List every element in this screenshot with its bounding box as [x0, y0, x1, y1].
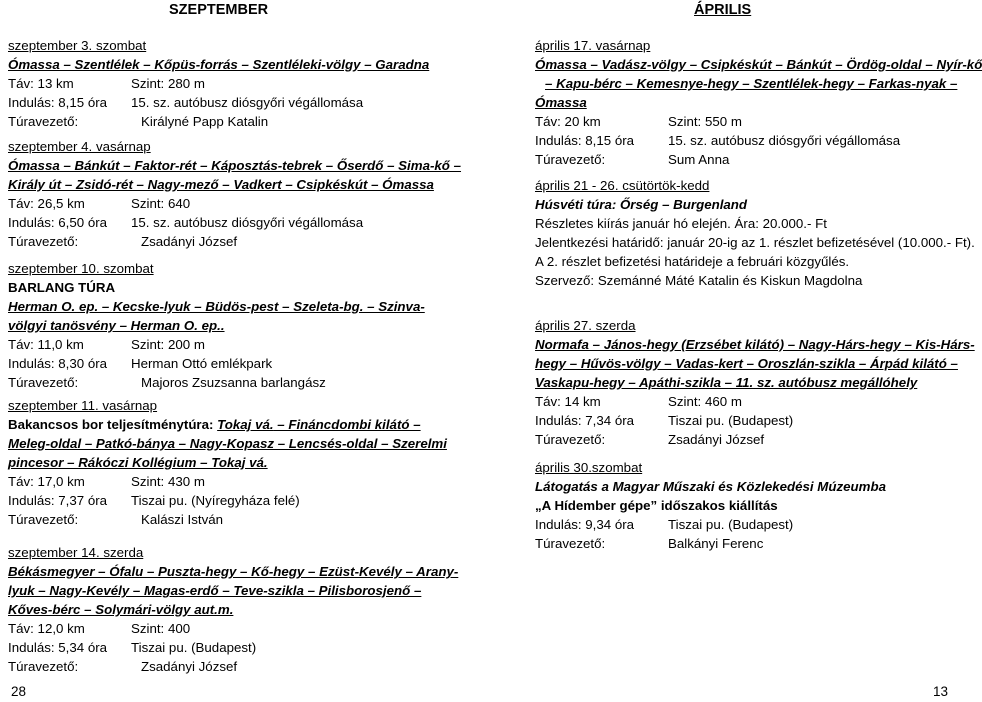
meeting-point: 15. sz. autóbusz diósgyőri végállomása — [131, 95, 364, 110]
event-date: szeptember 4. vasárnap — [8, 139, 151, 154]
elevation: Szint: 550 m — [668, 114, 742, 129]
elevation: Szint: 400 — [131, 621, 191, 636]
event-heading: Húsvéti túra: Őrség – Burgenland — [535, 197, 748, 212]
departure-time: Indulás: 8,15 óra — [535, 133, 635, 148]
departure-row — [8, 93, 423, 112]
distance: Táv: 14 km — [535, 394, 601, 409]
event-date: szeptember 10. szombat — [8, 261, 154, 276]
event-heading: Látogatás a Magyar Műszaki és Közlekedési Múzeumba — [535, 479, 887, 494]
event-heading: BARLANG TÚRA — [8, 280, 116, 295]
event-detail: A 2. részlet befizetési határideje a februári közgyűlés. — [535, 254, 850, 269]
distance-row — [8, 472, 423, 491]
meeting-point: Tiszai pu. (Budapest) — [131, 640, 257, 655]
guide-label: Túravezető: — [8, 114, 79, 129]
event-detail: Részletes kiírás január hó elején. Ára: 20.000.- Ft — [535, 216, 827, 231]
event-route-line: hegy – Hűvös-völgy – Vadas-kert – Oroszlán-szikla – Árpád kilátó – — [535, 356, 958, 371]
distance: Táv: 17,0 km — [8, 474, 85, 489]
distance: Táv: 26,5 km — [8, 196, 85, 211]
event-apr-27 — [535, 316, 975, 449]
page-title-right: ÁPRILIS — [694, 2, 752, 18]
event-route-line: Király út – Zsidó-rét – Nagy-mező – Vadkert – Csipkéskút – Ómassa — [8, 177, 434, 192]
event-route-line: – Fináncdombi kilátó – — [273, 417, 421, 432]
guide-row — [8, 510, 423, 529]
left-page — [0, 0, 470, 702]
event-route-line: lyuk – Nagy-Kevély – Magas-erdő – Teve-szikla – Pilisborosjenő – — [8, 583, 422, 598]
departure-row — [535, 411, 933, 430]
guide-name: Balkányi Ferenc — [668, 536, 764, 551]
event-apr-30 — [535, 458, 933, 553]
meeting-point: 15. sz. autóbusz diósgyőri végállomása — [131, 215, 364, 230]
distance-row — [8, 194, 423, 213]
event-date: szeptember 14. szerda — [8, 545, 144, 560]
meeting-point: Herman Ottó emlékpark — [131, 356, 273, 371]
distance: Táv: 20 km — [535, 114, 601, 129]
departure-time: Indulás: 8,15 óra — [8, 95, 108, 110]
distance-row — [535, 392, 933, 411]
event-apr-21 — [535, 176, 975, 290]
right-page — [480, 0, 982, 702]
event-apr-17 — [535, 36, 982, 169]
departure-row — [535, 131, 933, 150]
elevation: Szint: 430 m — [131, 474, 205, 489]
distance: Táv: 12,0 km — [8, 621, 85, 636]
elevation: Szint: 280 m — [131, 76, 205, 91]
meeting-point: 15. sz. autóbusz diósgyőri végállomása — [668, 133, 901, 148]
guide-label: Túravezető: — [535, 152, 606, 167]
event-subheading: „A Hídember gépe” időszakos kiállítás — [535, 498, 778, 513]
guide-row — [535, 150, 933, 169]
departure-time: Indulás: 6,50 óra — [8, 215, 108, 230]
event-route: Ómassa – Szentlélek – Kőpüs-forrás – Szentléleki-völgy – Garadna — [8, 57, 430, 72]
event-route-line: Kőves-bérc – Solymári-völgy aut.m. — [8, 602, 234, 617]
event-heading-row — [8, 415, 423, 434]
guide-name: Majoros Zsuzsanna barlangász — [141, 375, 326, 390]
event-route-start: Tokaj vá. — [217, 417, 274, 432]
page-title-left: SZEPTEMBER — [169, 2, 269, 18]
departure-row — [8, 638, 423, 657]
distance-row — [8, 335, 423, 354]
distance: Táv: 11,0 km — [8, 337, 84, 352]
event-sep-4 — [8, 137, 462, 251]
distance-row — [8, 619, 423, 638]
departure-row — [8, 213, 423, 232]
guide-label: Túravezető: — [8, 512, 79, 527]
event-organizer: Szervező: Szemánné Máté Katalin és Kiskun Magdolna — [535, 273, 863, 288]
guide-row — [8, 112, 423, 131]
departure-time: Indulás: 5,34 óra — [8, 640, 108, 655]
guide-name: Zsadányi József — [141, 659, 238, 674]
guide-row — [8, 373, 423, 392]
meeting-point: Tiszai pu. (Budapest) — [668, 413, 794, 428]
event-date: április 21 - 26. csütörtök-kedd — [535, 178, 710, 193]
elevation: Szint: 460 m — [668, 394, 742, 409]
departure-row — [8, 354, 423, 373]
guide-row — [8, 657, 423, 676]
event-route-line: pincesor – Rákóczi Kollégium – Tokaj vá. — [8, 455, 268, 470]
guide-name: Zsadányi József — [668, 432, 765, 447]
event-route-line: Ómassa — [535, 95, 587, 110]
event-route-line: Ómassa – Bánkút – Faktor-rét – Káposztás-tebrek – Őserdő – Sima-kő – — [8, 158, 462, 173]
guide-row — [8, 232, 423, 251]
meeting-point: Tiszai pu. (Budapest) — [668, 517, 794, 532]
departure-row — [8, 491, 423, 510]
elevation: Szint: 200 m — [131, 337, 205, 352]
guide-row — [535, 534, 933, 553]
distance-row — [535, 112, 933, 131]
event-route-line: Vaskapu-hegy – Apáthi-szikla – 11. sz. autóbusz megállóhely — [535, 375, 918, 390]
event-route-line: Békásmegyer – Ófalu – Puszta-hegy – Kő-hegy – Ezüst-Kevély – Arany- — [8, 564, 459, 579]
event-sep-3 — [8, 36, 430, 131]
event-date: szeptember 11. vasárnap — [8, 398, 158, 413]
guide-row — [535, 430, 933, 449]
distance-row — [8, 74, 423, 93]
event-date: április 30.szombat — [535, 460, 643, 475]
event-sep-10 — [8, 259, 423, 392]
guide-name: Zsadányi József — [141, 234, 238, 249]
event-date: április 17. vasárnap — [535, 38, 651, 53]
distance: Táv: 13 km — [8, 76, 74, 91]
guide-name: Királyné Papp Katalin — [141, 114, 269, 129]
departure-time: Indulás: 7,34 óra — [535, 413, 635, 428]
meeting-point: Tiszai pu. (Nyíregyháza felé) — [131, 493, 300, 508]
departure-row — [535, 515, 933, 534]
event-date: szeptember 3. szombat — [8, 38, 147, 53]
guide-label: Túravezető: — [535, 536, 606, 551]
event-detail: Jelentkezési határidő: január 20-ig az 1. részlet befizetésével (10.000.- Ft). — [535, 235, 975, 250]
event-route-line: Meleg-oldal – Patkó-bánya – Nagy-Kopasz – Lencsés-oldal – Szerelmi — [8, 436, 447, 451]
guide-label: Túravezető: — [8, 234, 79, 249]
event-heading: Bakancsos bor teljesítménytúra: — [8, 417, 218, 432]
departure-time: Indulás: 7,37 óra — [8, 493, 108, 508]
event-route-line: Herman O. ep. – Kecske-lyuk – Büdös-pest – Szeleta-bg. – Szinva- — [8, 299, 425, 314]
guide-label: Túravezető: — [8, 375, 79, 390]
event-route-line: völgyi tanösvény – Herman O. ep.. — [8, 318, 225, 333]
elevation: Szint: 640 — [131, 196, 191, 211]
departure-time: Indulás: 8,30 óra — [8, 356, 108, 371]
event-date: április 27. szerda — [535, 318, 636, 333]
guide-label: Túravezető: — [535, 432, 606, 447]
page-number-left: 28 — [11, 684, 27, 699]
guide-name: Kalászi István — [141, 512, 224, 527]
event-sep-14 — [8, 543, 459, 676]
guide-name: Sum Anna — [668, 152, 730, 167]
departure-time: Indulás: 9,34 óra — [535, 517, 635, 532]
event-route-line: Ómassa – Vadász-völgy – Csipkéskút – Bánkút – Ördög-oldal – Nyír-kő — [535, 57, 982, 72]
guide-label: Túravezető: — [8, 659, 79, 674]
event-sep-11 — [8, 396, 447, 529]
page-number-right: 13 — [933, 684, 949, 699]
event-route-line: Normafa – János-hegy (Erzsébet kilátó) – Nagy-Hárs-hegy – Kis-Hárs- — [535, 337, 975, 352]
event-route-line: – Kapu-bérc – Kemesnye-hegy – Szentlélek-hegy – Farkas-nyak – — [545, 76, 958, 91]
